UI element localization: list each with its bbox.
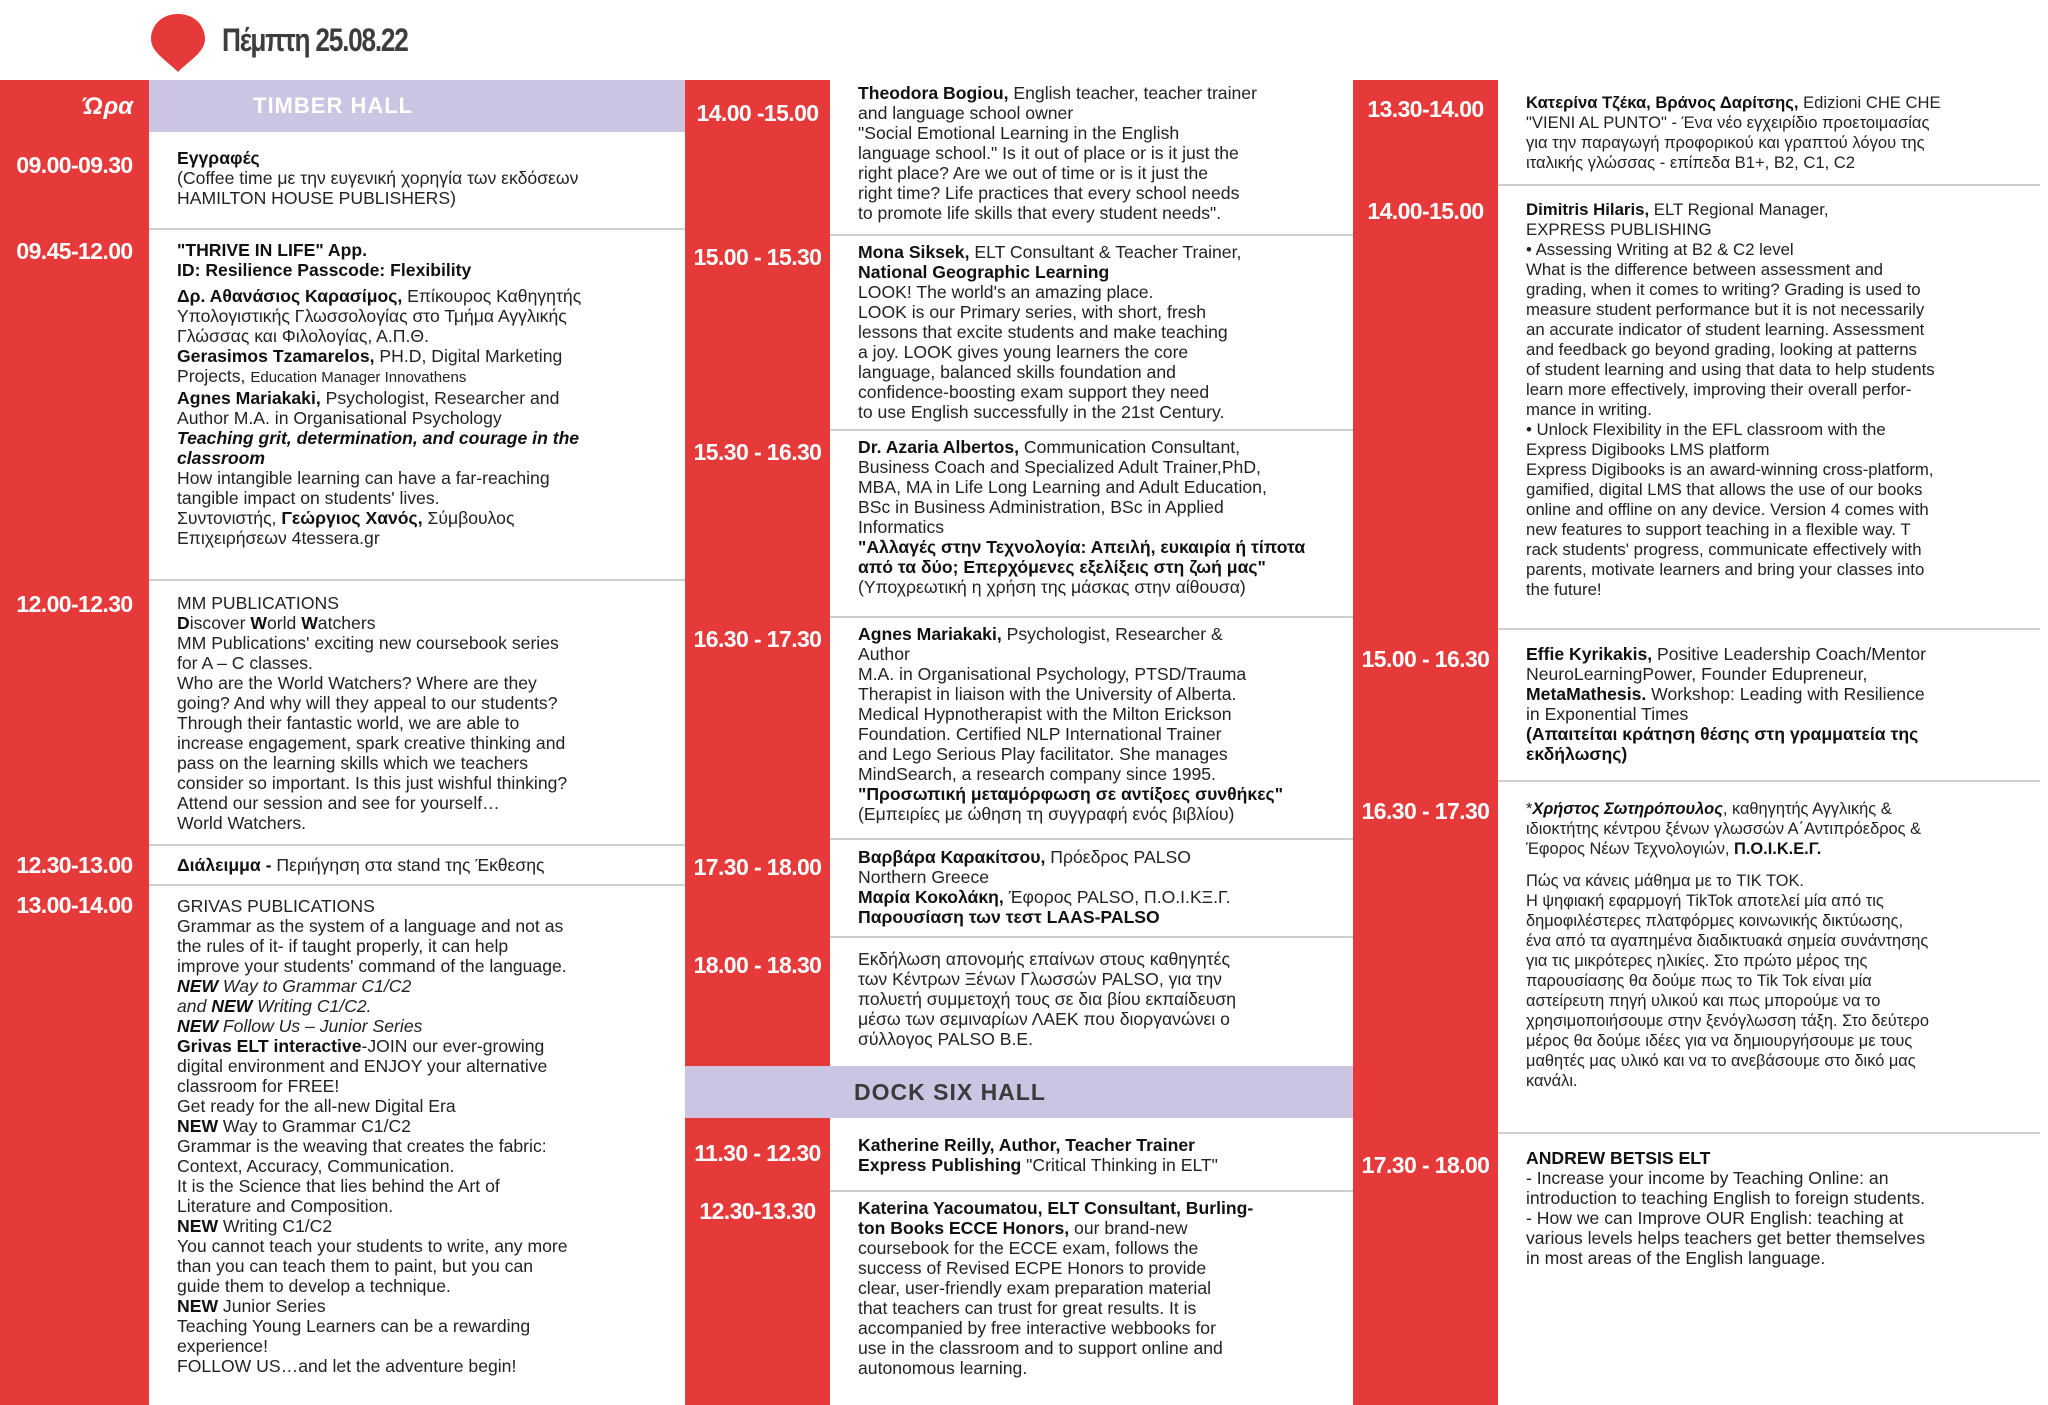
text-line: the future! bbox=[1526, 580, 1602, 599]
text-line: χρησιμοποιήσουμε στην ξενόγλωσση τάξη. Στο δεύτερο bbox=[1526, 1012, 1929, 1030]
text-line: the rules of it- if taught properly, it can help bbox=[177, 936, 509, 956]
text-line: Psychologist, Researcher & bbox=[1001, 624, 1223, 644]
text-line bbox=[177, 613, 677, 633]
text-line: NeuroLearningPower, Founder Edupreneur, bbox=[1526, 664, 1868, 684]
text-line: -JOIN our ever-growing bbox=[361, 1036, 545, 1056]
text-line: for A – C classes. bbox=[177, 653, 313, 673]
text-line: LOOK! The world's an amazing place. bbox=[858, 282, 1154, 302]
text-line: Author M.A. in Organisational Psychology bbox=[177, 408, 502, 428]
text-line: Business Coach and Specialized Adult Trainer,PhD, bbox=[858, 457, 1261, 477]
text-line bbox=[1526, 200, 2032, 220]
text-line: Η ψηφιακή εφαρμογή TikTok αποτελεί μία από τις bbox=[1526, 892, 1884, 910]
text-line bbox=[1526, 1148, 2032, 1168]
text-line: NEW bbox=[177, 1016, 219, 1036]
text-line bbox=[177, 855, 677, 875]
session-description bbox=[1498, 780, 2040, 1132]
session-description bbox=[149, 884, 685, 1405]
text-line bbox=[858, 557, 1345, 577]
time-slot: 17.30 - 18.00 bbox=[1353, 1132, 1498, 1405]
text-line: Π.Ο.Ι.Κ.Ε.Γ. bbox=[1734, 840, 1822, 858]
text-line bbox=[858, 537, 1345, 557]
text-line: Dr. Azaria Albertos, bbox=[858, 437, 1019, 457]
schedule-row bbox=[685, 429, 1353, 616]
text-line: World Watchers. bbox=[177, 813, 307, 833]
text-line bbox=[177, 260, 677, 280]
text-line: and feedback go beyond grading, looking at patterns bbox=[1526, 340, 1917, 359]
text-line: (Απαιτείται κράτηση θέσης στη γραμματεία της bbox=[1526, 724, 1919, 744]
text-line: εκδήλωσης) bbox=[1526, 744, 1628, 764]
text-line bbox=[858, 784, 1345, 804]
text-line: autonomous learning. bbox=[858, 1358, 1028, 1378]
text-line: - Increase your income by Teaching Online: an bbox=[1526, 1168, 1889, 1188]
text-line: language, balanced skills foundation and bbox=[858, 362, 1176, 382]
text-line: that teachers can trust for great results. It is bbox=[858, 1298, 1197, 1318]
session-description bbox=[1498, 80, 2040, 184]
text-line: μαθητές μας υλικό και να το ανεβάσουμε στο δικό μας bbox=[1526, 1052, 1916, 1070]
text-line: μέρος θα δούμε ιδέες για να δημιουργήσουμε με τους bbox=[1526, 1032, 1913, 1050]
text-line: W bbox=[301, 613, 318, 633]
text-line: Education Manager Innovathens bbox=[250, 369, 467, 386]
schedule-row bbox=[685, 936, 1353, 1066]
text-line: (Εμπειρίες με ώθηση τη συγγραφή ενός βιβλίου) bbox=[858, 804, 1235, 824]
text-line: Σύμβουλος bbox=[422, 508, 515, 528]
time-slot: 11.30 - 12.30 bbox=[685, 1118, 830, 1190]
text-line: rack students' progress, communicate effectively with bbox=[1526, 540, 1922, 559]
text-line: EXPRESS PUBLISHING bbox=[1526, 220, 1712, 239]
text-line bbox=[858, 847, 1345, 867]
text-line: ELT Consultant & Teacher Trainer, bbox=[969, 242, 1242, 262]
schedule-row bbox=[1353, 628, 2040, 780]
text-line: Theodora Bogiou, bbox=[858, 83, 1009, 103]
text-line: Έφορος Νέων Τεχνολογιών, bbox=[1526, 840, 1735, 858]
spacer bbox=[1526, 859, 2032, 871]
session-description bbox=[1498, 628, 2040, 780]
text-line: Εγγραφές bbox=[177, 148, 260, 168]
text-line: Grammar as the system of a language and not as bbox=[177, 916, 564, 936]
text-line: Follow Us – Junior Series bbox=[218, 1016, 423, 1036]
text-line: MM Publications' exciting new coursebook series bbox=[177, 633, 559, 653]
text-line: HAMILTON HOUSE PUBLISHERS) bbox=[177, 188, 456, 208]
timber-hall-header bbox=[149, 80, 685, 132]
text-line: Edizioni CHE CHE bbox=[1798, 93, 1941, 112]
text-line: guide them to develop a technique. bbox=[177, 1276, 451, 1296]
text-line bbox=[177, 286, 677, 306]
text-line bbox=[177, 388, 677, 408]
text-line: MindSearch, a research company since 1995. bbox=[858, 764, 1216, 784]
text-line: ιδιοκτήτης κέντρου ξένων γλωσσών Α΄Αντιπρόεδρος & bbox=[1526, 820, 1922, 838]
text-line: consider so important. Is this just wishful thinking? bbox=[177, 773, 568, 793]
text-line: How intangible learning can have a far-reaching bbox=[177, 468, 550, 488]
text-line: atchers bbox=[317, 613, 376, 633]
schedule-row bbox=[685, 234, 1353, 429]
session-description bbox=[830, 936, 1353, 1066]
text-line: Literature and Composition. bbox=[177, 1196, 394, 1216]
schedule-row bbox=[0, 228, 685, 579]
text-line: LOOK is our Primary series, with short, fresh bbox=[858, 302, 1207, 322]
text-line: Northern Greece bbox=[858, 867, 990, 887]
text-line bbox=[858, 242, 1345, 262]
text-line bbox=[177, 1016, 677, 1036]
text-line bbox=[1526, 644, 2032, 664]
time-slot: 16.30 - 17.30 bbox=[1353, 780, 1498, 1132]
text-line: Πώς να κάνεις μάθημα με το TIK TOK. bbox=[1526, 872, 1804, 890]
schedule-row bbox=[1353, 780, 2040, 1132]
text-line: ton Books ECCE Honors, bbox=[858, 1218, 1070, 1238]
text-line: PH.D, Digital Marketing bbox=[374, 346, 563, 366]
text-line: Workshop: Leading with Resilience bbox=[1646, 684, 1925, 704]
text-line: Way to Grammar C1/C2 bbox=[218, 1116, 411, 1136]
text-line bbox=[858, 262, 1345, 282]
time-slot: 15.00 - 16.30 bbox=[1353, 628, 1498, 780]
text-line bbox=[858, 1198, 1345, 1218]
text-line bbox=[177, 1036, 677, 1056]
event-date: Πέμπτη 25.08.22 bbox=[222, 22, 408, 58]
text-line: Medical Hypnotherapist with the Milton Erickson bbox=[858, 704, 1232, 724]
text-line: You cannot teach your students to write, any more bbox=[177, 1236, 568, 1256]
text-line: orld bbox=[266, 613, 302, 633]
text-line: NEW bbox=[211, 996, 253, 1016]
text-line: Γλώσσας και Φιλολογίας, Α.Π.Θ. bbox=[177, 326, 429, 346]
text-line bbox=[1526, 799, 2032, 819]
text-line: ιταλικής γλώσσας - επίπεδα B1+, B2, C1, C2 bbox=[1526, 153, 1856, 172]
text-line: of student learning and using that data to help students bbox=[1526, 360, 1935, 379]
text-line: (Υποχρεωτική η χρήση της μάσκας στην αίθουσα) bbox=[858, 577, 1246, 597]
text-line: Χρήστος Σωτηρόπουλος bbox=[1532, 800, 1723, 818]
text-line: D bbox=[177, 613, 190, 633]
text-line: Psychologist, Researcher and bbox=[320, 388, 560, 408]
text-line bbox=[177, 346, 677, 366]
text-line: Agnes Mariakaki, bbox=[858, 624, 1002, 644]
time-slot: 12.30-13.00 bbox=[0, 844, 149, 884]
text-line: "THRIVE IN LIFE" App. bbox=[177, 240, 368, 260]
text-line: M.A. in Organisational Psychology, PTSD/Trauma bbox=[858, 664, 1247, 684]
text-line: English teacher, teacher trainer bbox=[1008, 83, 1257, 103]
session-description bbox=[830, 1190, 1353, 1405]
hour-column-label: Ώρα bbox=[0, 80, 149, 132]
text-line: pass on the learning skills which we teachers bbox=[177, 753, 529, 773]
text-line: It is the Science that lies behind the Art of bbox=[177, 1176, 500, 1196]
text-line: learn more effectively, improving their overall perfor- bbox=[1526, 380, 1912, 399]
text-line bbox=[1526, 93, 2032, 113]
dock-six-hall-label: DOCK SIX HALL bbox=[854, 1079, 1046, 1105]
text-line: (Coffee time με την ευγενική χορηγία των εκδόσεων bbox=[177, 168, 579, 188]
time-slot: 17.30 - 18.00 bbox=[685, 838, 830, 936]
text-line: Πρόεδρος PALSO bbox=[1045, 847, 1191, 867]
text-line bbox=[858, 907, 1345, 927]
time-slot: 15.00 - 15.30 bbox=[685, 234, 830, 429]
text-line: Gerasimos Tzamarelos, bbox=[177, 346, 375, 366]
text-line: Projects, bbox=[177, 366, 251, 386]
text-line: Μαρία Κοκολάκη, bbox=[858, 887, 1004, 907]
text-line: "Προσωπική μεταμόρφωση σε αντίξοες συνθήκες" bbox=[858, 784, 1284, 804]
text-line: πολυετή συμμετοχή τους σε δια βίου εκπαίδευση bbox=[858, 989, 1236, 1009]
text-line: right place? Are we out of time or is it just the bbox=[858, 163, 1209, 183]
schedule-row bbox=[1353, 1132, 2040, 1405]
text-line: to promote life skills that every student needs". bbox=[858, 203, 1222, 223]
text-line: clear, user-friendly exam preparation material bbox=[858, 1278, 1212, 1298]
schedule-row bbox=[685, 616, 1353, 838]
text-line: Express Digibooks LMS platform bbox=[1526, 440, 1770, 459]
text-line: to use English successfully in the 21st Century. bbox=[858, 402, 1225, 422]
text-line: Context, Accuracy, Communication. bbox=[177, 1156, 455, 1176]
text-line bbox=[177, 1216, 677, 1236]
text-line: lessons that excite students and make teaching bbox=[858, 322, 1228, 342]
text-line bbox=[1526, 724, 2032, 744]
text-line: Katherine Reilly, Author, Teacher Trainer bbox=[858, 1135, 1195, 1155]
text-line: "VIENI AL PUNTO" - Ένα νέο εγχειρίδιο προετοιμασίας bbox=[1526, 113, 1930, 132]
text-line: των Κέντρων Ξένων Γλωσσών PALSO, για την bbox=[858, 969, 1222, 989]
text-line: improve your students' command of the language. bbox=[177, 956, 567, 976]
text-line: GRIVAS PUBLICATIONS bbox=[177, 896, 375, 916]
text-line: language school." Is it out of place or is it just the bbox=[858, 143, 1239, 163]
text-line: NEW bbox=[177, 1296, 219, 1316]
text-line: Therapist in liaison with the University of Alberta. bbox=[858, 684, 1237, 704]
timber-hall-label: TIMBER HALL bbox=[253, 93, 414, 118]
text-line: gamified, digital LMS that allows the use of our books bbox=[1526, 480, 1923, 499]
text-line: NEW bbox=[177, 1116, 219, 1136]
text-line: Επίκουρος Καθηγητής bbox=[402, 286, 582, 306]
text-line: • Unlock Flexibility in the EFL classroom with the bbox=[1526, 420, 1886, 439]
text-line: tangible impact on students' lives. bbox=[177, 488, 440, 508]
text-line: Κατερίνα Τζέκα, Βράνος Δαρίτσης, bbox=[1526, 93, 1799, 112]
text-line: αστείρευτη πηγή υλικού και πως μπορούμε να το bbox=[1526, 992, 1881, 1010]
time-slot: 12.00-12.30 bbox=[0, 579, 149, 844]
text-line: Agnes Mariakaki, bbox=[177, 388, 321, 408]
text-line: Παρουσίαση των τεστ LAAS-PALSO bbox=[858, 907, 1160, 927]
text-line: Grivas ELT interactive bbox=[177, 1036, 362, 1056]
text-line: digital environment and ENJOY your alternative bbox=[177, 1056, 548, 1076]
text-line bbox=[177, 996, 677, 1016]
time-slot: 14.00 -15.00 bbox=[685, 80, 830, 234]
text-line: Communication Consultant, bbox=[1019, 437, 1241, 457]
text-line: increase engagement, spark creative thinking and bbox=[177, 733, 566, 753]
session-description bbox=[830, 429, 1353, 616]
session-description bbox=[149, 132, 685, 228]
text-line: για τις μικρότερες ηλικίες. Στο πρώτο μέρος της bbox=[1526, 952, 1868, 970]
schedule-row bbox=[0, 579, 685, 844]
text-line: in Exponential Times bbox=[1526, 704, 1689, 724]
text-line: Υπολογιστικής Γλωσσολογίας στο Τμήμα Αγγλικής bbox=[177, 306, 567, 326]
text-line: NEW bbox=[177, 976, 219, 996]
text-line: introduction to teaching English to foreign students. bbox=[1526, 1188, 1926, 1208]
text-line: "Αλλαγές στην Τεχνολογία: Απειλή, ευκαιρία ή τίποτα bbox=[858, 537, 1306, 557]
text-line: mance in writing. bbox=[1526, 400, 1652, 419]
text-line: in most areas of the English language. bbox=[1526, 1248, 1826, 1268]
text-line bbox=[177, 428, 677, 448]
text-line: ένα από τα αγαπημένα διαδικτυακά σημεία συνάντησης bbox=[1526, 932, 1929, 950]
text-line: FOLLOW US…and let the adventure begin! bbox=[177, 1356, 517, 1376]
text-line: experience! bbox=[177, 1336, 268, 1356]
location-pin-icon bbox=[148, 12, 208, 72]
text-line: success of Revised ECPE Honors to provide bbox=[858, 1258, 1207, 1278]
text-line: Way to Grammar C1/C2 bbox=[218, 976, 412, 996]
text-line: Βαρβάρα Καρακίτσου, bbox=[858, 847, 1046, 867]
text-line: Informatics bbox=[858, 517, 945, 537]
text-line: Dimitris Hilaris, bbox=[1526, 200, 1650, 219]
text-line: Katerina Yacoumatou, ELT Consultant, Burling- bbox=[858, 1198, 1254, 1218]
text-line: online and offline on any device. Version 4 comes with bbox=[1526, 500, 1929, 519]
text-line: grading, when it comes to writing? Grading is used to bbox=[1526, 280, 1921, 299]
text-line bbox=[858, 1218, 1345, 1238]
text-line: δημοφιλέστερες πλατφόρμες κοινωνικής δικτύωσης, bbox=[1526, 912, 1904, 930]
text-line: measure student performance but it is not necessarily bbox=[1526, 300, 1925, 319]
text-line: What is the difference between assessment and bbox=[1526, 260, 1883, 279]
session-description bbox=[149, 844, 685, 884]
text-line: Through their fantastic world, we are able to bbox=[177, 713, 520, 733]
time-slot: 14.00-15.00 bbox=[1353, 184, 1498, 628]
text-line: classroom bbox=[177, 448, 266, 468]
text-line: "Critical Thinking in ELT" bbox=[1021, 1155, 1218, 1175]
text-line: and Lego Serious Play facilitator. She manages bbox=[858, 744, 1228, 764]
text-line: a joy. LOOK gives young learners the core bbox=[858, 342, 1189, 362]
text-line: Δρ. Αθανάσιος Καρασίμος, bbox=[177, 286, 403, 306]
session-description bbox=[149, 579, 685, 844]
text-line bbox=[858, 624, 1345, 644]
text-line: ELT Regional Manager, bbox=[1649, 200, 1829, 219]
time-slot: 15.30 - 16.30 bbox=[685, 429, 830, 616]
text-line: new features to support teaching in a flexible way. T bbox=[1526, 520, 1911, 539]
text-line bbox=[1526, 744, 2032, 764]
text-line bbox=[858, 887, 1345, 907]
text-line: Περιήγηση στα stand της Έκθεσης bbox=[276, 855, 545, 875]
text-line: Έφορος PALSO, Π.Ο.Ι.ΚΞ.Γ. bbox=[1003, 887, 1231, 907]
text-line: confidence-boosting exam support they need bbox=[858, 382, 1210, 402]
text-line: our brand-new bbox=[1069, 1218, 1188, 1238]
text-line: right time? Life practices that every school needs bbox=[858, 183, 1240, 203]
text-line: and bbox=[177, 996, 212, 1016]
text-line: ID: Resilience Passcode: Flexibility bbox=[177, 260, 472, 280]
text-line: BSc in Business Administration, BSc in Applied bbox=[858, 497, 1224, 517]
time-slot: 12.30-13.30 bbox=[685, 1190, 830, 1405]
text-line bbox=[177, 508, 677, 528]
text-line: accompanied by free interactive webbooks for bbox=[858, 1318, 1216, 1338]
session-description bbox=[830, 1118, 1353, 1190]
text-line bbox=[858, 1155, 1345, 1175]
text-line: Writing C1/C2 bbox=[218, 1216, 333, 1236]
session-description bbox=[149, 228, 685, 579]
time-slot: 13.30-14.00 bbox=[1353, 80, 1498, 184]
text-line: and language school owner bbox=[858, 103, 1074, 123]
text-line: MBA, MA in Life Long Learning and Adult Education, bbox=[858, 477, 1267, 497]
text-line: από τα δύο; Επερχόμενες εξελίξεις στη ζωή μας" bbox=[858, 557, 1266, 577]
text-line bbox=[177, 1296, 677, 1316]
text-line: Διάλειμμα - bbox=[177, 855, 277, 875]
text-line: Teaching grit, determination, and courage in the bbox=[177, 428, 580, 448]
text-line: Γεώργιος Χανός, bbox=[281, 508, 423, 528]
text-line: ANDREW BETSIS ELT bbox=[1526, 1148, 1711, 1168]
text-line: Foundation. Certified NLP International Trainer bbox=[858, 724, 1222, 744]
text-line: Συντονιστής, bbox=[177, 508, 282, 528]
text-line bbox=[1526, 839, 2032, 859]
text-line: για την παραγωγή προφορικού και γραπτού λόγου της bbox=[1526, 133, 1925, 152]
text-line bbox=[177, 366, 677, 388]
text-line: Junior Series bbox=[218, 1296, 326, 1316]
session-description bbox=[1498, 1132, 2040, 1405]
time-slot: 09.45-12.00 bbox=[0, 228, 149, 579]
text-line bbox=[1526, 684, 2032, 704]
text-line: , καθηγητής Αγγλικής & bbox=[1722, 800, 1892, 818]
text-line bbox=[177, 240, 677, 260]
text-line: Εκδήλωση απονομής επαίνων στους καθηγητές bbox=[858, 949, 1230, 969]
text-line: μέσω των σεμιναρίων ΛΑΕΚ που διοργανώνει ο bbox=[858, 1009, 1230, 1029]
text-line: Επιχειρήσεων 4tessera.gr bbox=[177, 528, 380, 548]
schedule-row bbox=[1353, 80, 2040, 184]
session-description bbox=[830, 616, 1353, 838]
text-line: National Geographic Learning bbox=[858, 262, 1110, 282]
text-line: use in the classroom and to support online and bbox=[858, 1338, 1223, 1358]
text-line: going? And why will they appeal to our students? bbox=[177, 693, 558, 713]
time-slot: 09.00-09.30 bbox=[0, 132, 149, 228]
text-line: NEW bbox=[177, 1216, 219, 1236]
session-description bbox=[830, 234, 1353, 429]
text-line bbox=[177, 976, 677, 996]
session-description bbox=[1498, 184, 2040, 628]
text-line bbox=[177, 448, 677, 468]
text-line: MetaMathesis. bbox=[1526, 684, 1647, 704]
text-line: classroom for FREE! bbox=[177, 1076, 340, 1096]
text-line: W bbox=[250, 613, 267, 633]
text-line: than you can teach them to paint, but you can bbox=[177, 1256, 534, 1276]
text-line: Effie Kyrikakis, bbox=[1526, 644, 1653, 664]
text-line: σύλλογος PALSO B.E. bbox=[858, 1029, 1034, 1049]
text-line bbox=[177, 148, 677, 168]
text-line: "Social Emotional Learning in the English bbox=[858, 123, 1180, 143]
text-line: Who are the World Watchers? Where are they bbox=[177, 673, 537, 693]
text-line: παρουσίασης θα δούμε πως το Tik Tok είναι μία bbox=[1526, 972, 1872, 990]
text-line: various levels helps teachers get better themselves bbox=[1526, 1228, 1925, 1248]
text-line bbox=[858, 1135, 1345, 1155]
text-line: κανάλι. bbox=[1526, 1072, 1578, 1090]
text-line: • Assessing Writing at B2 & C2 level bbox=[1526, 240, 1794, 259]
text-line: Author bbox=[858, 644, 910, 664]
schedule-row bbox=[685, 1190, 1353, 1405]
schedule-row bbox=[685, 838, 1353, 936]
text-line: Get ready for the all-new Digital Era bbox=[177, 1096, 456, 1116]
time-slot: 13.00-14.00 bbox=[0, 884, 149, 1405]
schedule-row bbox=[685, 1118, 1353, 1190]
text-line: Express Publishing bbox=[858, 1155, 1022, 1175]
text-line bbox=[177, 1116, 677, 1136]
schedule-row bbox=[0, 132, 685, 228]
text-line: iscover bbox=[189, 613, 251, 633]
text-line: parents, motivate learners and bring your classes into bbox=[1526, 560, 1925, 579]
text-line: - How we can Improve OUR English: teaching at bbox=[1526, 1208, 1904, 1228]
text-line bbox=[858, 437, 1345, 457]
schedule-row bbox=[1353, 184, 2040, 628]
time-slot: 18.00 - 18.30 bbox=[685, 936, 830, 1066]
text-line: MM PUBLICATIONS bbox=[177, 593, 339, 613]
text-line: an accurate indicator of student learning. Assessment bbox=[1526, 320, 1925, 339]
dock-six-hall-header bbox=[685, 1066, 1353, 1118]
schedule-row bbox=[685, 80, 1353, 234]
text-line: * bbox=[1526, 800, 1533, 818]
text-line: Positive Leadership Coach/Mentor bbox=[1652, 644, 1926, 664]
text-line: Attend our session and see for yourself… bbox=[177, 793, 500, 813]
text-line: Express Digibooks is an award-winning cross-platform, bbox=[1526, 460, 1934, 479]
text-line: coursebook for the ECCE exam, follows the bbox=[858, 1238, 1199, 1258]
time-slot: 16.30 - 17.30 bbox=[685, 616, 830, 838]
schedule-row bbox=[0, 844, 685, 884]
text-line: Grammar is the weaving that creates the fabric: bbox=[177, 1136, 547, 1156]
schedule-row bbox=[0, 884, 685, 1405]
session-description bbox=[830, 838, 1353, 936]
session-description bbox=[830, 80, 1353, 234]
text-line bbox=[858, 83, 1345, 103]
text-line: Mona Siksek, bbox=[858, 242, 970, 262]
text-line: Writing C1/C2. bbox=[252, 996, 372, 1016]
text-line: Teaching Young Learners can be a rewarding bbox=[177, 1316, 531, 1336]
